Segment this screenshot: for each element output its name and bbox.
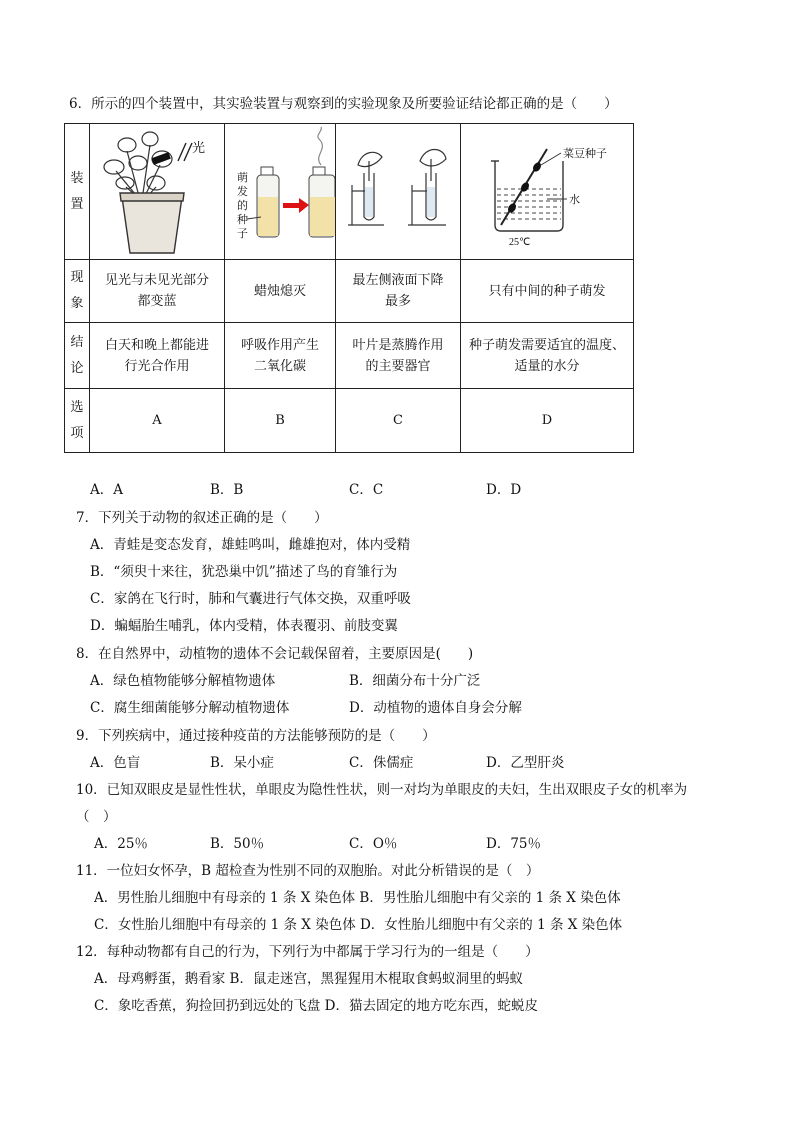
q6-choice-c: C．C bbox=[349, 482, 384, 498]
q7-choice-a: A．青蛙是变态发育，雄蛙鸣叫，雌雄抱对，体内受精 bbox=[90, 537, 411, 553]
q8-choice-b: B．细菌分布十分广泛 bbox=[349, 673, 481, 689]
phenomenon-d: 只有中间的种子萌发 bbox=[461, 260, 634, 323]
row-header-char: 置 bbox=[70, 196, 84, 212]
seed-label-char: 发 bbox=[237, 185, 248, 198]
row-header-char: 象 bbox=[70, 296, 84, 311]
q9-choice-b: B．呆小症 bbox=[210, 755, 274, 771]
row-header-char: 项 bbox=[70, 425, 84, 441]
q9-choice-c: C．侏儒症 bbox=[349, 755, 414, 771]
q10-choice-c: C．O％ bbox=[349, 836, 398, 852]
figure-beaker bbox=[461, 124, 634, 260]
row-header-char: 论 bbox=[70, 360, 84, 376]
water-label: 水 bbox=[569, 193, 580, 206]
row-header-option bbox=[65, 389, 90, 453]
q7-stem: 7．下列关于动物的叙述正确的是（ ） bbox=[76, 510, 328, 526]
bean-seed-label: 菜豆种子 bbox=[563, 147, 607, 160]
q7-choice-b: B．“须臾十来往，犹恐巢中饥”描述了鸟的育雏行为 bbox=[90, 564, 398, 580]
q11-choices-line-2: C．女性胎儿细胞中有母亲的 1 条 X 染色体 D．女性胎儿细胞中有父亲的 1 条 X 染色体 bbox=[94, 917, 623, 933]
seed-label-char: 萌 bbox=[237, 171, 248, 184]
q8-choice-c: C．腐生细菌能够分解动植物遗体 bbox=[90, 700, 290, 716]
q11-stem: 11．一位妇女怀孕，B 超检查为性别不同的双胞胎。对此分析错误的是（ ） bbox=[76, 863, 540, 879]
row-header-char: 结 bbox=[70, 334, 84, 350]
row-header-char: 装 bbox=[70, 170, 84, 186]
row-header-phenomenon bbox=[65, 260, 90, 323]
phenomenon-row bbox=[65, 260, 634, 323]
q12-choices-line-2: C．象吃香蕉，狗捡回扔到远处的飞盘 D．猫去固定的地方吃东西，蛇蜕皮 bbox=[94, 998, 538, 1014]
conclusion-b: 呼吸作用产生 二氧化碳 bbox=[225, 323, 336, 389]
q6-stem: 6．所示的四个装置中，其实验装置与观察到的实验现象及所要验证结论都正确的是（ ） bbox=[69, 96, 618, 112]
conclusion-d: 种子萌发需要适宜的温度、 适量的水分 bbox=[461, 323, 634, 389]
q6-choice-a: A．A bbox=[90, 482, 123, 498]
option-d: D bbox=[461, 389, 634, 453]
q9-choice-a: A．色盲 bbox=[90, 755, 141, 771]
q11-choices-line-1: A．男性胎儿细胞中有母亲的 1 条 X 染色体 B．男性胎儿细胞中有父亲的 1 条 X 染色体 bbox=[94, 890, 621, 906]
q7-choice-d: D．蝙蝠胎生哺乳，体内受精，体表覆羽、前肢变翼 bbox=[90, 618, 398, 634]
row-header-char: 现 bbox=[70, 270, 84, 285]
q12-stem: 12．每种动物都有自己的行为，下列行为中都属于学习行为的一组是（ ） bbox=[76, 944, 539, 960]
q9-stem: 9．下列疾病中，通过接种疫苗的方法能够预防的是（ ） bbox=[76, 728, 436, 744]
q10-choice-a: A．25％ bbox=[94, 836, 148, 852]
q10-stem: 10．已知双眼皮是显性性状，单眼皮为隐性性状，则一对均为单眼皮的夫妇，生出双眼皮子女的机率为 bbox=[76, 782, 688, 798]
option-b: B bbox=[225, 389, 336, 453]
q8-choice-a: A．绿色植物能够分解植物遗体 bbox=[90, 673, 276, 689]
option-a: A bbox=[90, 389, 225, 453]
phenomenon-a: 见光与未见光部分 都变蓝 bbox=[90, 260, 225, 323]
row-header-conclusion bbox=[65, 323, 90, 389]
q12-choices-line-1: A．母鸡孵蛋，鹅看家 B．鼠走迷宫，黑猩猩用木棍取食蚂蚁洞里的蚂蚁 bbox=[94, 971, 523, 987]
phenomenon-c: 最左侧液面下降 最多 bbox=[336, 260, 461, 323]
phenomenon-b: 蜡烛熄灭 bbox=[225, 260, 336, 323]
row-header-device bbox=[65, 124, 90, 260]
q10-choice-b: B．50％ bbox=[210, 836, 265, 852]
figure-test-tubes bbox=[336, 124, 461, 260]
q8-stem: 8．在自然界中，动植物的遗体不会记载保留着，主要原因是( ) bbox=[76, 646, 474, 662]
conclusion-a: 白天和晚上都能进 行光合作用 bbox=[90, 323, 225, 389]
q10-choice-d: D．75％ bbox=[486, 836, 542, 852]
temperature-label: 25℃ bbox=[509, 236, 531, 248]
figure-seed-bottles bbox=[225, 124, 336, 260]
q6-choice-b: B．B bbox=[210, 482, 244, 498]
option-c: C bbox=[336, 389, 461, 453]
seed-label-char: 子 bbox=[237, 227, 248, 240]
device-row bbox=[65, 124, 634, 260]
conclusion-row bbox=[65, 323, 634, 389]
seed-label-char: 的 bbox=[237, 199, 248, 212]
q8-choice-d: D．动植物的遗体自身会分解 bbox=[349, 700, 522, 716]
light-label: 光 bbox=[192, 139, 206, 155]
seed-label-char: 种 bbox=[237, 213, 248, 226]
q6-table bbox=[64, 123, 634, 453]
q9-choice-d: D．乙型肝炎 bbox=[486, 755, 565, 771]
row-header-char: 选 bbox=[70, 399, 84, 415]
option-row bbox=[65, 389, 634, 453]
q7-choice-c: C．家鸽在飞行时，肺和气囊进行气体交换，双重呼吸 bbox=[90, 591, 411, 607]
q10-stem-continued: （ ） bbox=[76, 809, 117, 825]
conclusion-c: 叶片是蒸腾作用 的主要器官 bbox=[336, 323, 461, 389]
q6-choice-d: D．D bbox=[486, 482, 522, 498]
figure-plant-pot bbox=[90, 124, 225, 260]
